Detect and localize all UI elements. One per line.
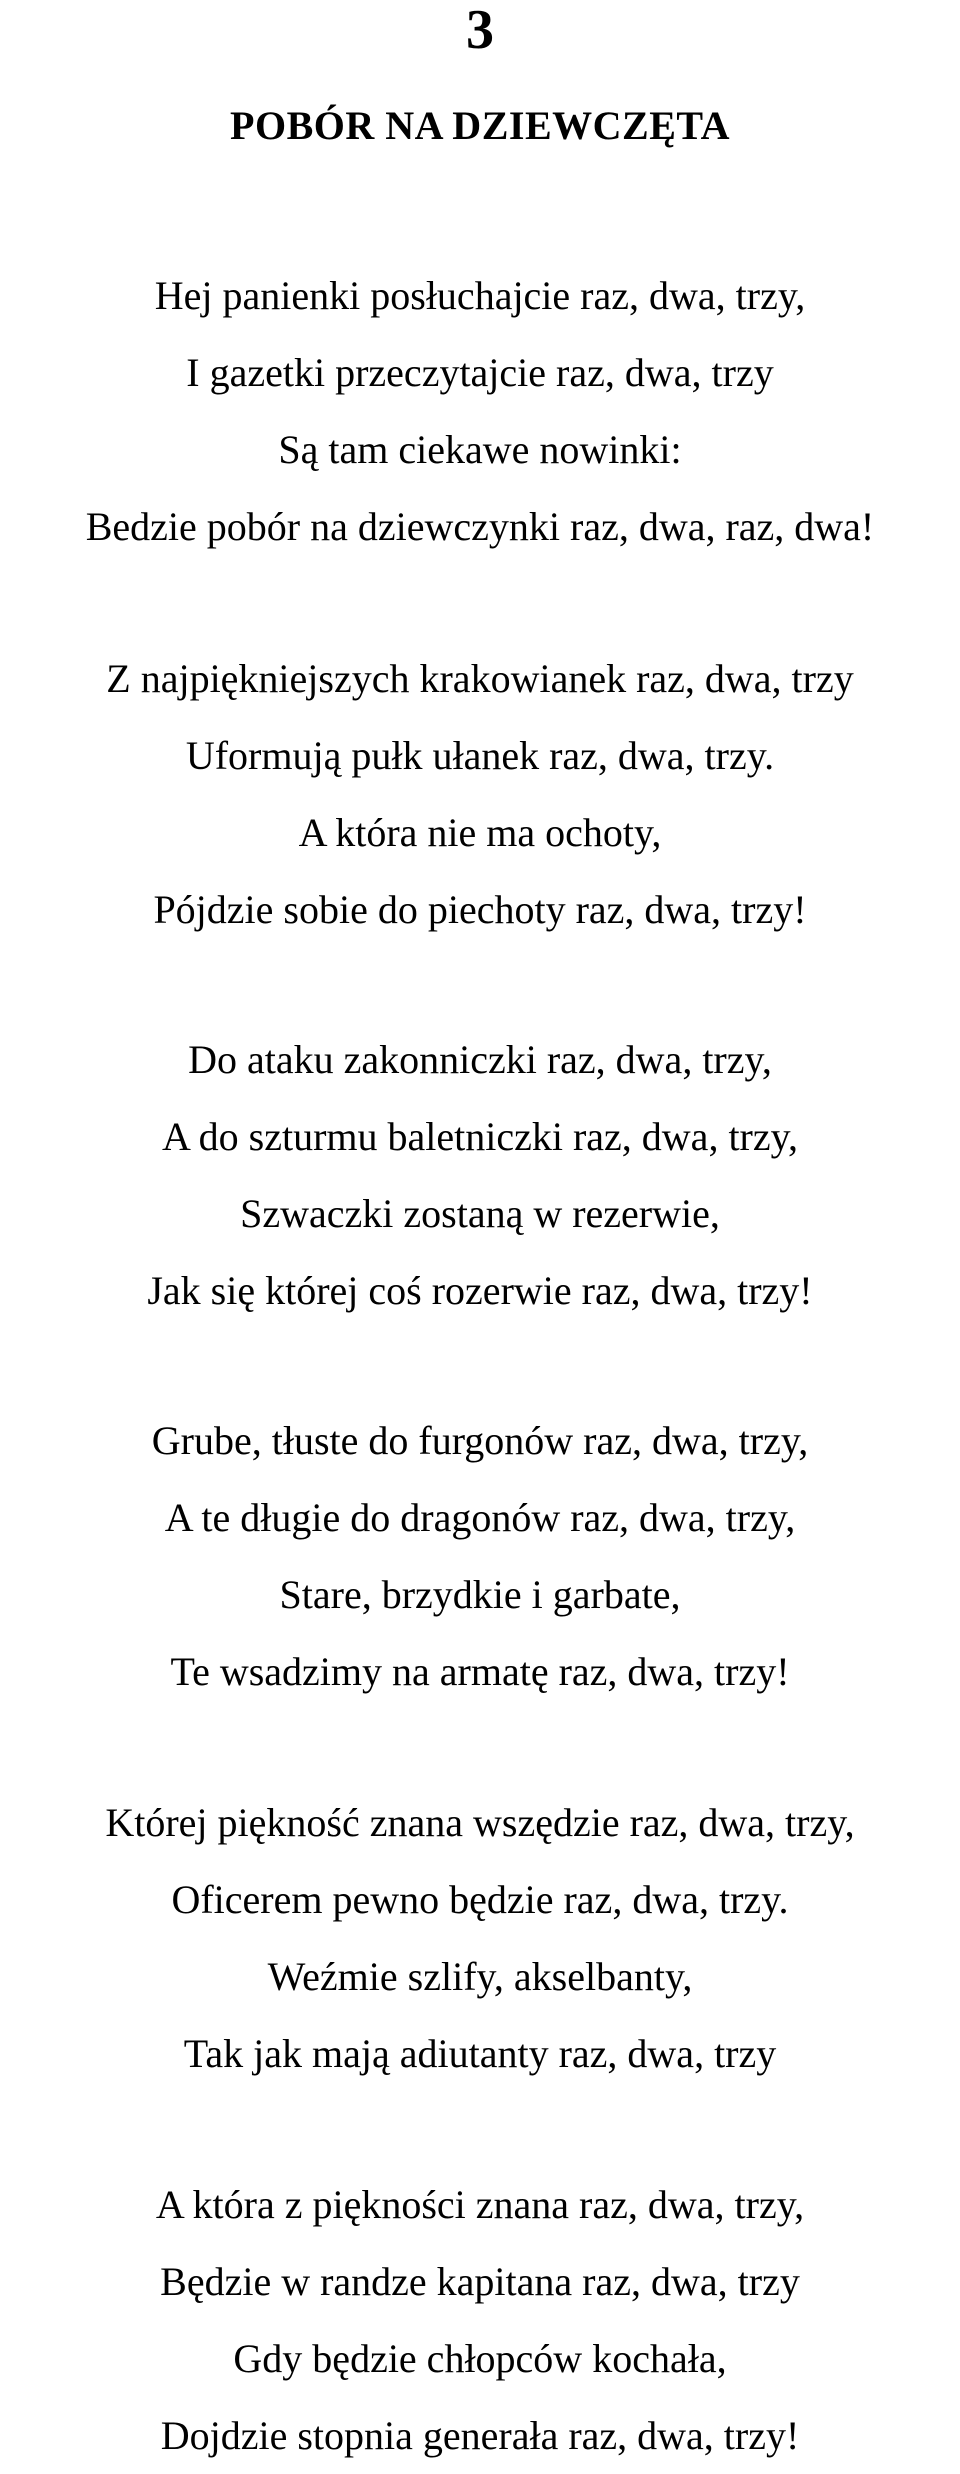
verse-line: I gazetki przeczytajcie raz, dwa, trzy [186,350,774,395]
verse-line: Pójdzie sobie do piechoty raz, dwa, trzy! [153,887,807,932]
verse-line: Są tam ciekawe nowinki: [278,427,682,472]
stanza-4 [0,1402,960,1710]
song-number: 3 [466,0,494,61]
stanza-1 [0,257,960,565]
verse-line: Bedzie pobór na dziewczynki raz, dwa, raz, dwa! [85,504,875,549]
verse-line: Weźmie szlify, akselbanty, [267,1954,693,1999]
verse-line: Jak się której coś rozerwie raz, dwa, trzy! [147,1268,813,1313]
verse-line: Uformują pułk ułanek raz, dwa, trzy. [185,733,775,778]
verse-line: Będzie w randze kapitana raz, dwa, trzy [160,2259,800,2304]
verse-line: Tak jak mają adiutanty raz, dwa, trzy [183,2031,777,2076]
verse-line: Stare, brzydkie i garbate, [279,1572,681,1617]
stanza-5 [0,1784,960,2092]
verse-line: Oficerem pewno będzie raz, dwa, trzy. [171,1877,789,1922]
stanza-3 [0,1021,960,1329]
verse-line: Z najpiękniejszych krakowianek raz, dwa, trzy [106,656,854,701]
verse-line: Hej panienki posłuchajcie raz, dwa, trzy, [154,273,806,318]
verse-line: A te długie do dragonów raz, dwa, trzy, [164,1495,796,1540]
verse-line: A która z piękności znana raz, dwa, trzy, [155,2182,805,2227]
verse-line: Dojdzie stopnia generała raz, dwa, trzy! [160,2413,800,2458]
verse-line: A która nie ma ochoty, [298,810,662,855]
verse-line: Grube, tłuste do furgonów raz, dwa, trzy, [151,1418,809,1463]
verse-line: Do ataku zakonniczki raz, dwa, trzy, [188,1037,772,1082]
song-title: POBÓR NA DZIEWCZĘTA [230,103,730,148]
verse-line: Gdy będzie chłopców kochała, [233,2336,727,2381]
verse-line: Której piękność znana wszędzie raz, dwa, trzy, [105,1800,855,1845]
stanza-6 [0,2166,960,2474]
verse-line: Szwaczki zostaną w rezerwie, [240,1191,720,1236]
verse-line: Te wsadzimy na armatę raz, dwa, trzy! [170,1649,790,1694]
stanza-2 [0,640,960,948]
verse-line: A do szturmu baletniczki raz, dwa, trzy, [161,1114,799,1159]
